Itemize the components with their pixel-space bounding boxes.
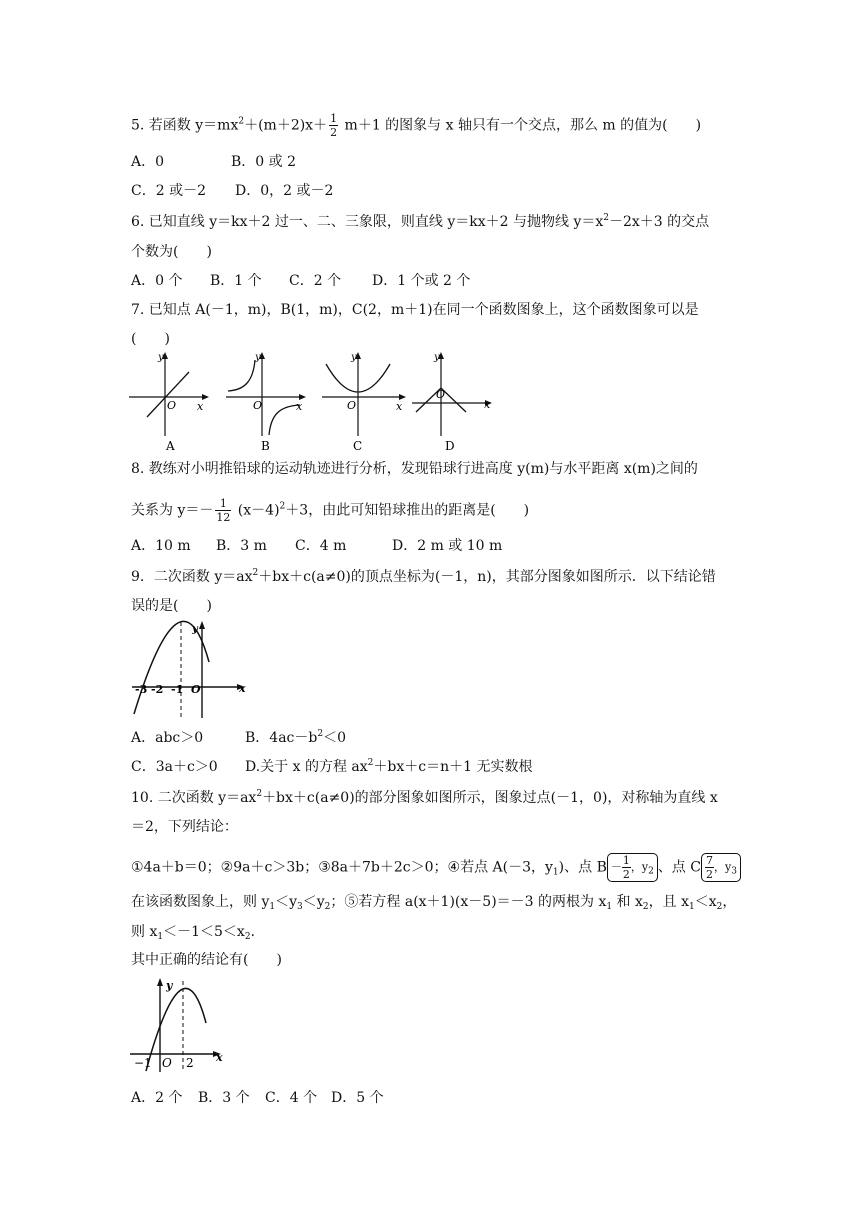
q10-y-label: y (166, 979, 173, 992)
q10-stem-line4: 在该函数图象上，则 $y_1<y_3<y_2$；⑤若方程 a(x＋1)(x－5)＝－3 的两根为 $x_1$ 和 $x_2$，且 $x_1<x_2$， (131, 894, 737, 912)
q9-options-row2 (131, 757, 532, 777)
q9-origin: O (191, 683, 201, 696)
q7d-y-label: y (434, 352, 440, 363)
q7c-origin: O (347, 399, 357, 412)
q7-stem-line2: ( ) (131, 331, 170, 347)
q10-stem-line3: ①4a＋b＝0；②9a＋c＞3b；③8a＋7b＋2c＞0；④若点 A(－3，$y_1$)、点 B － $\frac{1}{2}$ ，$y_2$ 、点 C $\frac{7}{2}$ ，$y_3$ (131, 853, 741, 882)
q10-x-label: x (216, 1051, 223, 1064)
q8-option-b[interactable]: B．3 m (216, 538, 267, 554)
q7d-origin: O (436, 388, 446, 401)
q7a-caption: A (166, 439, 175, 453)
q10-option-b[interactable]: B．3 个 (198, 1090, 250, 1106)
q6-option-d[interactable]: D．1 个或 2 个 (372, 273, 471, 289)
q6-option-b[interactable]: B．1 个 (210, 273, 262, 289)
q7-graph-d[interactable] (408, 348, 503, 458)
q5-options-row2 (131, 181, 333, 201)
q7a-y-label: y (158, 352, 164, 363)
q9-options-row1 (131, 728, 346, 748)
q7-stem-line1: 7. 已知点 A(－1，m)，B(1，m)，C(2，m＋1)在同一个函数图象上，这个函数图象可以是 (131, 302, 699, 318)
q10-point-c: $\frac{7}{2}$ ，$y_3$ (701, 853, 741, 882)
q9-option-d[interactable]: D.关于 x 的方程 $ax^2+bx+c=n+1$ 无实数根 (245, 758, 533, 775)
q9-option-b[interactable]: B．$4ac-b^2<0$ (245, 729, 347, 746)
q8-option-c[interactable]: C．4 m (295, 538, 347, 554)
q10-tick-neg1: −1 (134, 1056, 152, 1070)
q8-option-d[interactable]: D．2 m 或 10 m (392, 538, 503, 554)
q6-options (131, 271, 470, 291)
q7-graph-a[interactable] (125, 348, 215, 458)
q9-tick-neg3: -3 (135, 683, 148, 696)
q7b-y-label: y (255, 352, 261, 363)
q7b-x-label: x (296, 400, 303, 413)
q10-origin: O (162, 1056, 172, 1070)
q9-y-label: y (192, 624, 198, 635)
q7c-y-label: y (351, 352, 357, 363)
q6-option-a[interactable]: A．0 个 (131, 273, 183, 289)
q7-graph-b[interactable] (222, 348, 312, 458)
q9-option-a[interactable]: A．abc＞0 (131, 730, 204, 746)
q8-stem-line2: 关系为 y＝－ $\frac{1}{12}$ $(x-4)^2+3$，由此可知铅球推出的距离是( ) (131, 497, 530, 524)
q9-graph[interactable] (128, 618, 258, 720)
q9-tick-neg2: -2 (151, 683, 164, 696)
q5-option-d[interactable]: D．0，2 或－2 (235, 183, 334, 199)
q10-stem-line5: 则 $x_1<-1<5<x_2$. (131, 924, 255, 942)
q7d-caption: D (445, 439, 455, 453)
q7d-x-label: x (484, 398, 491, 411)
q10-option-a[interactable]: A．2 个 (131, 1090, 183, 1106)
q5-fraction: $\frac{1}{2}$ (330, 112, 338, 139)
q5-options-row1 (131, 152, 296, 172)
q10-option-d[interactable]: D．5 个 (331, 1090, 384, 1106)
q7b-origin: O (253, 399, 263, 412)
q7b-caption: B (261, 439, 270, 453)
q10-point-b: － $\frac{1}{2}$ ，$y_2$ (607, 853, 658, 882)
q5-option-c[interactable]: C．2 或－2 (131, 183, 206, 199)
q10-stem-line1: 10. 二次函数 $y=ax^2+bx+c(a\ne 0)$的部分图象如图所示，图象过点(－1，0)，对称轴为直线 x (131, 789, 718, 806)
q10-option-c[interactable]: C．4 个 (265, 1090, 318, 1106)
q9-x-label: x (239, 682, 246, 695)
q7c-x-label: x (396, 400, 403, 413)
q10-stem-line6: 其中正确的结论有( ) (131, 952, 282, 968)
q9-stem-line2: 误的是( ) (131, 598, 212, 614)
q5-option-b[interactable]: B．0 或 2 (231, 154, 297, 170)
q6-stem-line2: 个数为( ) (131, 244, 212, 260)
q10-options (131, 1088, 384, 1108)
q9-option-c[interactable]: C．3a＋c＞0 (131, 759, 218, 775)
q9-stem-line1: 9．二次函数 $y=ax^2+bx+c(a\ne 0)$的顶点坐标为(－1，n)，其部分图象如图所示．以下结论错 (131, 568, 716, 585)
q10-stem-line2: ＝2，下列结论： (131, 819, 238, 835)
q8-stem-line1: 8. 教练对小明推铅球的运动轨迹进行分析，发现铅球行进高度 y(m)与水平距离 x(m)之间的 (131, 461, 698, 477)
q7a-x-label: x (197, 400, 204, 413)
q6-stem-line1: 6. 已知直线 y＝kx＋2 过一、二、三象限，则直线 y＝kx＋2 与抛物线 $y=x^2-2x+3$ 的交点 (131, 213, 710, 230)
q8-options (131, 536, 502, 556)
q8-option-a[interactable]: A．10 m (131, 538, 191, 554)
q7a-origin: O (167, 399, 177, 412)
q10-tick-2: 2 (186, 1056, 194, 1070)
q7c-caption: C (353, 439, 363, 453)
q7-graph-c[interactable] (318, 348, 413, 458)
q6-option-c[interactable]: C．2 个 (289, 273, 342, 289)
q10-graph[interactable] (128, 975, 238, 1075)
q5-stem: 5. 若函数 $y=mx^2+(m+2)x+$ $\frac{1}{2}$ m＋1 的图象与 x 轴只有一个交点，那么 m 的值为( ) (131, 112, 702, 139)
q8-fraction: $\frac{1}{12}$ (216, 497, 231, 524)
q5-option-a[interactable]: A．0 (131, 154, 165, 170)
q9-tick-neg1: -1 (171, 683, 184, 696)
